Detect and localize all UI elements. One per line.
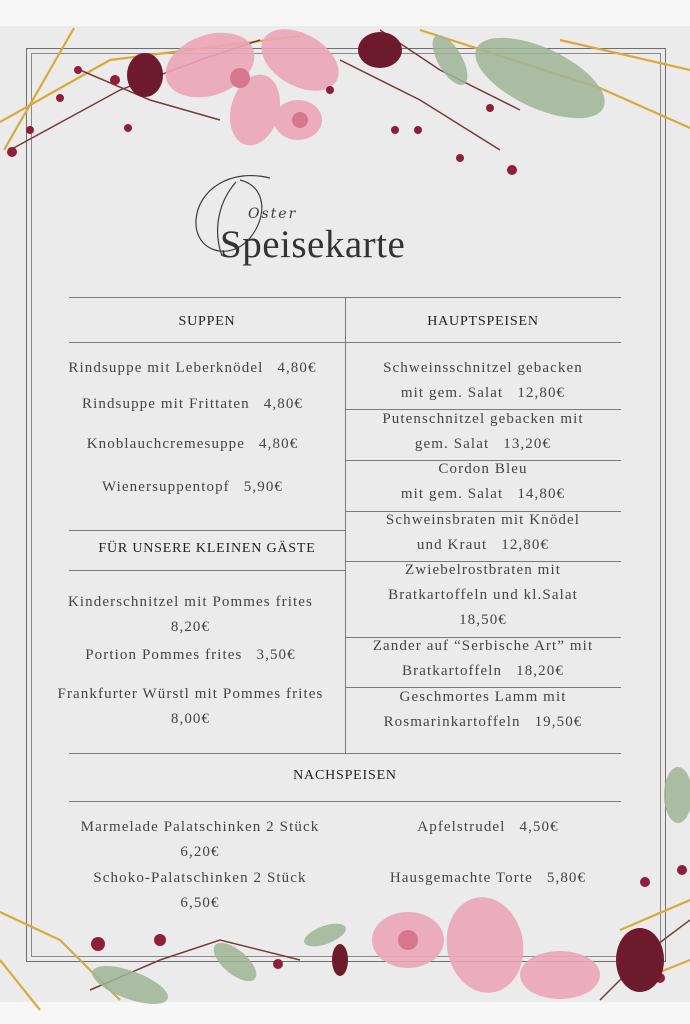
list-item bbox=[345, 634, 621, 684]
list-item bbox=[345, 685, 621, 735]
rule-kinder-bottom bbox=[69, 570, 345, 571]
dish-name: Schweinsbraten mit Knödel bbox=[385, 512, 581, 528]
heading-nachspeisen: NACHSPEISEN bbox=[293, 768, 397, 783]
rule-dessert-top bbox=[69, 753, 621, 754]
dish-name: Zwiebelrostbraten mit bbox=[405, 562, 561, 578]
dish-name: Kinderschnitzel mit Pommes frites bbox=[67, 594, 313, 610]
top-margin bbox=[0, 0, 690, 26]
dish-price: 6,50€ bbox=[180, 895, 220, 911]
list-item bbox=[345, 457, 621, 507]
dish-price: 4,80€ bbox=[259, 436, 299, 452]
dish-name: Rindsuppe mit Leberknödel bbox=[68, 360, 264, 376]
dish-detail: gem. Salat bbox=[414, 436, 490, 452]
title-script-text: Oster bbox=[248, 206, 298, 222]
dish-name: Portion Pommes frites bbox=[85, 647, 243, 663]
list-item bbox=[345, 508, 621, 558]
list-item bbox=[40, 475, 345, 500]
list-item bbox=[36, 590, 345, 640]
dish-name: Putenschnitzel gebacken mit bbox=[382, 411, 584, 427]
dish-name: Frankfurter Würstl mit Pommes frites bbox=[57, 686, 324, 702]
list-item bbox=[60, 866, 340, 916]
dish-price: 5,90€ bbox=[243, 479, 284, 495]
dish-detail: Rosmarinkartoffeln bbox=[383, 714, 521, 730]
heading-hauptspeisen: HAUPTSPEISEN bbox=[427, 314, 539, 329]
dish-price: 4,50€ bbox=[519, 819, 559, 835]
dish-name: Knoblauchcremesuppe bbox=[86, 436, 246, 452]
dish-price: 6,20€ bbox=[180, 844, 220, 860]
dish-price: 4,80€ bbox=[263, 396, 304, 412]
dish-detail: mit gem. Salat bbox=[400, 385, 504, 401]
dish-price: 14,80€ bbox=[517, 486, 566, 502]
dish-price: 19,50€ bbox=[534, 714, 583, 730]
dish-price: 3,50€ bbox=[256, 647, 296, 663]
dish-price: 12,80€ bbox=[517, 385, 566, 401]
list-item bbox=[40, 432, 345, 457]
bottom-margin bbox=[0, 1002, 690, 1024]
dish-name: Hausgemachte Torte bbox=[389, 870, 533, 886]
dish-name: Geschmortes Lamm mit bbox=[399, 689, 567, 705]
list-item bbox=[345, 407, 621, 457]
dish-price: 5,80€ bbox=[546, 870, 587, 886]
dish-name: Zander auf “Serbische Art” mit bbox=[372, 638, 594, 654]
dish-name: Schoko-Palatschinken 2 Stück bbox=[93, 870, 307, 886]
page-title: Speisekarte bbox=[220, 223, 406, 266]
list-item bbox=[345, 866, 631, 891]
dish-price: 12,80€ bbox=[501, 537, 550, 553]
dish-price: 8,00€ bbox=[170, 711, 211, 727]
dish-price: 13,20€ bbox=[503, 436, 552, 452]
list-item bbox=[60, 815, 340, 865]
dish-price: 8,20€ bbox=[170, 619, 211, 635]
dish-name: Rindsuppe mit Frittaten bbox=[81, 396, 250, 412]
rule-dessert-bottom bbox=[69, 801, 621, 802]
dish-name: Apfelstrudel bbox=[417, 819, 506, 835]
rule-kinder-top bbox=[69, 530, 345, 531]
dish-detail: Bratkartoffeln und kl.Salat bbox=[388, 587, 578, 603]
dish-detail: und Kraut bbox=[416, 537, 488, 553]
list-item bbox=[345, 558, 621, 633]
dish-price: 4,80€ bbox=[277, 360, 317, 376]
heading-kinder: FÜR UNSERE KLEINEN GÄSTE bbox=[98, 541, 316, 556]
dish-name: Cordon Bleu bbox=[438, 461, 528, 477]
dish-price: 18,50€ bbox=[459, 612, 507, 628]
list-item bbox=[40, 356, 345, 381]
dish-name: Schweinsschnitzel gebacken bbox=[383, 360, 583, 376]
dish-name: Marmelade Palatschinken 2 Stück bbox=[80, 819, 320, 835]
list-item bbox=[345, 356, 621, 406]
dish-name: Wienersuppentopf bbox=[101, 479, 230, 495]
list-item bbox=[36, 682, 345, 732]
dish-detail: Bratkartoffeln bbox=[402, 663, 503, 679]
dish-price: 18,20€ bbox=[516, 663, 564, 679]
list-item bbox=[36, 643, 345, 668]
list-item bbox=[40, 392, 345, 417]
dish-detail: mit gem. Salat bbox=[400, 486, 504, 502]
heading-suppen: SUPPEN bbox=[178, 314, 236, 329]
list-item bbox=[345, 815, 631, 840]
